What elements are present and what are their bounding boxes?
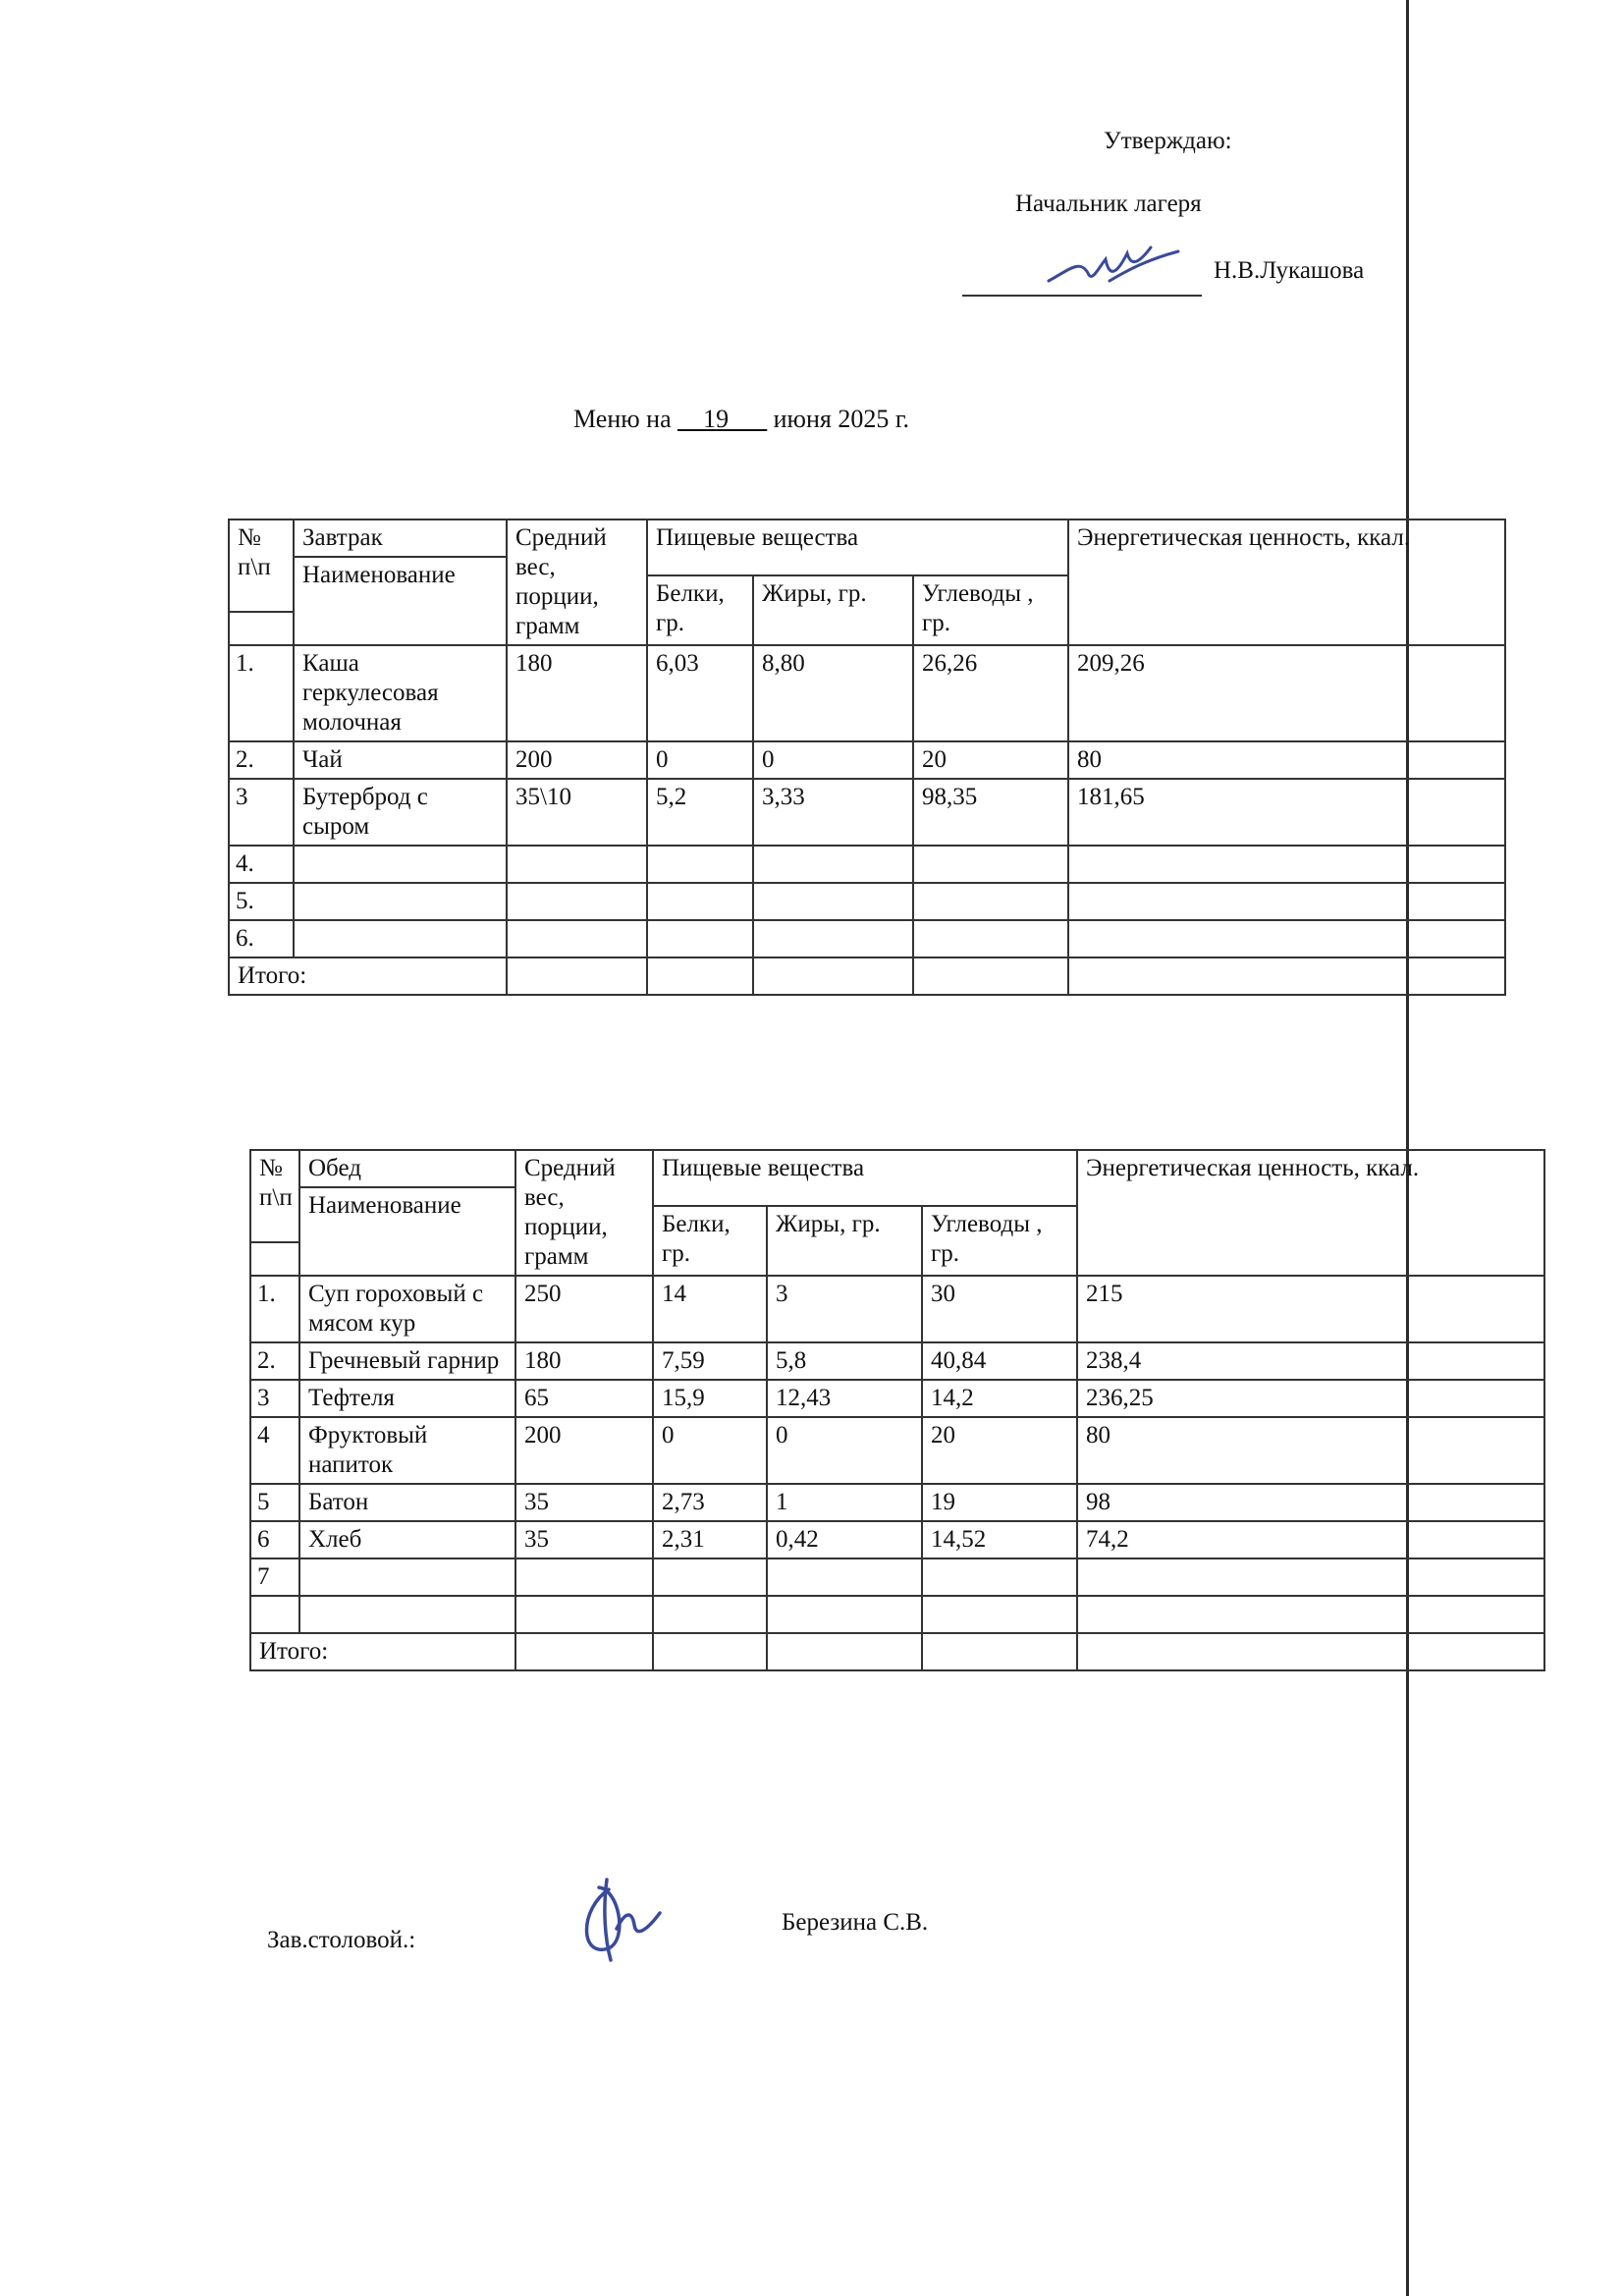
cell-carbs: 19: [922, 1484, 1077, 1521]
table-row: [250, 1558, 1544, 1596]
cell-weight: 35: [515, 1484, 653, 1521]
menu-title-prefix: Меню на: [573, 405, 678, 433]
cell-carbs: 14,2: [922, 1380, 1077, 1417]
total-label: Итого:: [229, 957, 507, 995]
total-label: Итого:: [250, 1633, 515, 1670]
cell-protein: 2,31: [653, 1521, 767, 1558]
cell-name: Бутерброд с сыром: [294, 779, 507, 846]
cell-energy: [1068, 846, 1505, 883]
cell-num: 4: [250, 1417, 299, 1484]
cell-protein: [647, 846, 753, 883]
header-fat: Жиры, гр.: [767, 1206, 922, 1277]
cell-fat: 0: [753, 741, 913, 779]
cell-weight: [507, 883, 647, 920]
cell-name: [299, 1596, 515, 1633]
cell-weight: 180: [507, 645, 647, 741]
cell-name: Тефтеля: [299, 1380, 515, 1417]
cell-carbs: [913, 846, 1068, 883]
total-carbs: [922, 1633, 1077, 1670]
total-weight: [507, 957, 647, 995]
lunch-table: [249, 1149, 1545, 1671]
cell-fat: 0: [767, 1417, 922, 1484]
menu-title: [573, 405, 909, 434]
cell-energy: 236,25: [1077, 1380, 1544, 1417]
cell-carbs: [913, 883, 1068, 920]
total-energy: [1068, 957, 1505, 995]
menu-title-suffix: июня 2025 г.: [767, 405, 910, 433]
total-protein: [647, 957, 753, 995]
cell-energy: 80: [1077, 1417, 1544, 1484]
cell-num: 3: [250, 1380, 299, 1417]
cell-fat: [767, 1596, 922, 1633]
table-row: [229, 779, 1505, 846]
cell-fat: 3: [767, 1276, 922, 1342]
cell-weight: 180: [515, 1342, 653, 1380]
cell-protein: [647, 883, 753, 920]
header-energy: Энергетическая ценность, ккал.: [1068, 519, 1505, 645]
breakfast-table: [228, 519, 1506, 996]
cell-weight: [515, 1596, 653, 1633]
cell-num: 3: [229, 779, 294, 846]
header-weight: Средний вес, порции, грамм: [515, 1150, 653, 1276]
table-row: [229, 846, 1505, 883]
cell-num: [250, 1596, 299, 1633]
header-num: № п\п: [250, 1150, 299, 1242]
cell-name: Суп гороховый с мясом кур: [299, 1276, 515, 1342]
table-row: [229, 645, 1505, 741]
breakfast-rows: [229, 645, 1505, 957]
cell-energy: [1068, 920, 1505, 957]
cell-name: [294, 846, 507, 883]
header-nutrients: Пищевые вещества: [653, 1150, 1077, 1206]
table-row: [250, 1484, 1544, 1521]
lunch-rows: [250, 1276, 1544, 1633]
cell-weight: 200: [515, 1417, 653, 1484]
header-carbs: Углеводы , гр.: [922, 1206, 1077, 1277]
total-fat: [767, 1633, 922, 1670]
table-row: [229, 741, 1505, 779]
header-protein: Белки, гр.: [653, 1206, 767, 1277]
table-row: [229, 920, 1505, 957]
cell-protein: 7,59: [653, 1342, 767, 1380]
table-row: [250, 1342, 1544, 1380]
menu-title-day: __19___: [677, 405, 768, 433]
total-weight: [515, 1633, 653, 1670]
cell-protein: 14: [653, 1276, 767, 1342]
cell-fat: [753, 883, 913, 920]
canteen-head-name: Березина С.В.: [782, 1909, 929, 1936]
cell-protein: 2,73: [653, 1484, 767, 1521]
cell-energy: 181,65: [1068, 779, 1505, 846]
cell-energy: [1077, 1558, 1544, 1596]
cell-energy: 209,26: [1068, 645, 1505, 741]
total-energy: [1077, 1633, 1544, 1670]
cell-carbs: [922, 1596, 1077, 1633]
cell-num: 7: [250, 1558, 299, 1596]
header-name: Наименование: [294, 557, 507, 645]
cell-protein: 15,9: [653, 1380, 767, 1417]
header-nutrients: Пищевые вещества: [647, 519, 1068, 575]
cell-fat: [753, 920, 913, 957]
cell-name: Гречневый гарнир: [299, 1342, 515, 1380]
cell-energy: 80: [1068, 741, 1505, 779]
cell-carbs: 30: [922, 1276, 1077, 1342]
cell-num: 1.: [250, 1276, 299, 1342]
cell-fat: [767, 1558, 922, 1596]
cell-num: 1.: [229, 645, 294, 741]
cell-carbs: [922, 1558, 1077, 1596]
table-row: [250, 1521, 1544, 1558]
cell-energy: 238,4: [1077, 1342, 1544, 1380]
cell-name: Батон: [299, 1484, 515, 1521]
cell-num: 6.: [229, 920, 294, 957]
cell-weight: [507, 920, 647, 957]
cell-carbs: 20: [913, 741, 1068, 779]
total-carbs: [913, 957, 1068, 995]
cell-num: 2.: [229, 741, 294, 779]
cell-carbs: 98,35: [913, 779, 1068, 846]
header-num: № п\п: [229, 519, 294, 612]
page-edge-line: [1406, 0, 1409, 2296]
cell-fat: 5,8: [767, 1342, 922, 1380]
cell-weight: 200: [507, 741, 647, 779]
cell-fat: 3,33: [753, 779, 913, 846]
header-meal: Обед: [299, 1150, 515, 1187]
cell-protein: 6,03: [647, 645, 753, 741]
cell-weight: 65: [515, 1380, 653, 1417]
table-row: [250, 1276, 1544, 1342]
header-fat: Жиры, гр.: [753, 575, 913, 646]
table-row: [250, 1417, 1544, 1484]
header-name: Наименование: [299, 1187, 515, 1276]
header-num-sub: [250, 1242, 299, 1276]
header-meal: Завтрак: [294, 519, 507, 557]
cell-name: Чай: [294, 741, 507, 779]
cell-weight: 35\10: [507, 779, 647, 846]
header-carbs: Углеводы , гр.: [913, 575, 1068, 646]
cell-fat: 12,43: [767, 1380, 922, 1417]
table-row: [250, 1596, 1544, 1633]
cell-num: 2.: [250, 1342, 299, 1380]
cell-weight: 250: [515, 1276, 653, 1342]
canteen-head-label: Зав.столовой.:: [267, 1927, 416, 1953]
cell-protein: [653, 1558, 767, 1596]
approval-heading: Утверждаю:: [1104, 128, 1232, 154]
approval-position: Начальник лагеря: [1015, 191, 1202, 217]
cell-name: [294, 883, 507, 920]
table-row: [250, 1380, 1544, 1417]
total-fat: [753, 957, 913, 995]
cell-num: 5.: [229, 883, 294, 920]
approver-signature: [1041, 230, 1188, 299]
cell-carbs: [913, 920, 1068, 957]
header-energy: Энергетическая ценность, ккал.: [1077, 1150, 1544, 1276]
canteen-head-signature: [569, 1870, 697, 1968]
cell-protein: 5,2: [647, 779, 753, 846]
cell-num: 6: [250, 1521, 299, 1558]
header-weight: Средний вес, порции, грамм: [507, 519, 647, 645]
cell-energy: 215: [1077, 1276, 1544, 1342]
cell-weight: [507, 846, 647, 883]
cell-fat: [753, 846, 913, 883]
cell-protein: [647, 920, 753, 957]
cell-protein: 0: [647, 741, 753, 779]
cell-name: [299, 1558, 515, 1596]
cell-carbs: 20: [922, 1417, 1077, 1484]
cell-name: Фруктовый напиток: [299, 1417, 515, 1484]
cell-carbs: 14,52: [922, 1521, 1077, 1558]
cell-fat: 0,42: [767, 1521, 922, 1558]
cell-energy: [1068, 883, 1505, 920]
cell-fat: 1: [767, 1484, 922, 1521]
total-protein: [653, 1633, 767, 1670]
cell-carbs: 40,84: [922, 1342, 1077, 1380]
cell-num: 5: [250, 1484, 299, 1521]
cell-weight: 35: [515, 1521, 653, 1558]
cell-protein: 0: [653, 1417, 767, 1484]
cell-protein: [653, 1596, 767, 1633]
table-row: [229, 883, 1505, 920]
cell-fat: 8,80: [753, 645, 913, 741]
cell-weight: [515, 1558, 653, 1596]
cell-energy: 98: [1077, 1484, 1544, 1521]
cell-energy: 74,2: [1077, 1521, 1544, 1558]
cell-name: Хлеб: [299, 1521, 515, 1558]
approver-name: Н.В.Лукашова: [1214, 257, 1365, 284]
cell-energy: [1077, 1596, 1544, 1633]
cell-name: [294, 920, 507, 957]
header-protein: Белки, гр.: [647, 575, 753, 646]
header-num-sub: [229, 612, 294, 645]
cell-name: Каша геркулесовая молочная: [294, 645, 507, 741]
cell-num: 4.: [229, 846, 294, 883]
cell-carbs: 26,26: [913, 645, 1068, 741]
